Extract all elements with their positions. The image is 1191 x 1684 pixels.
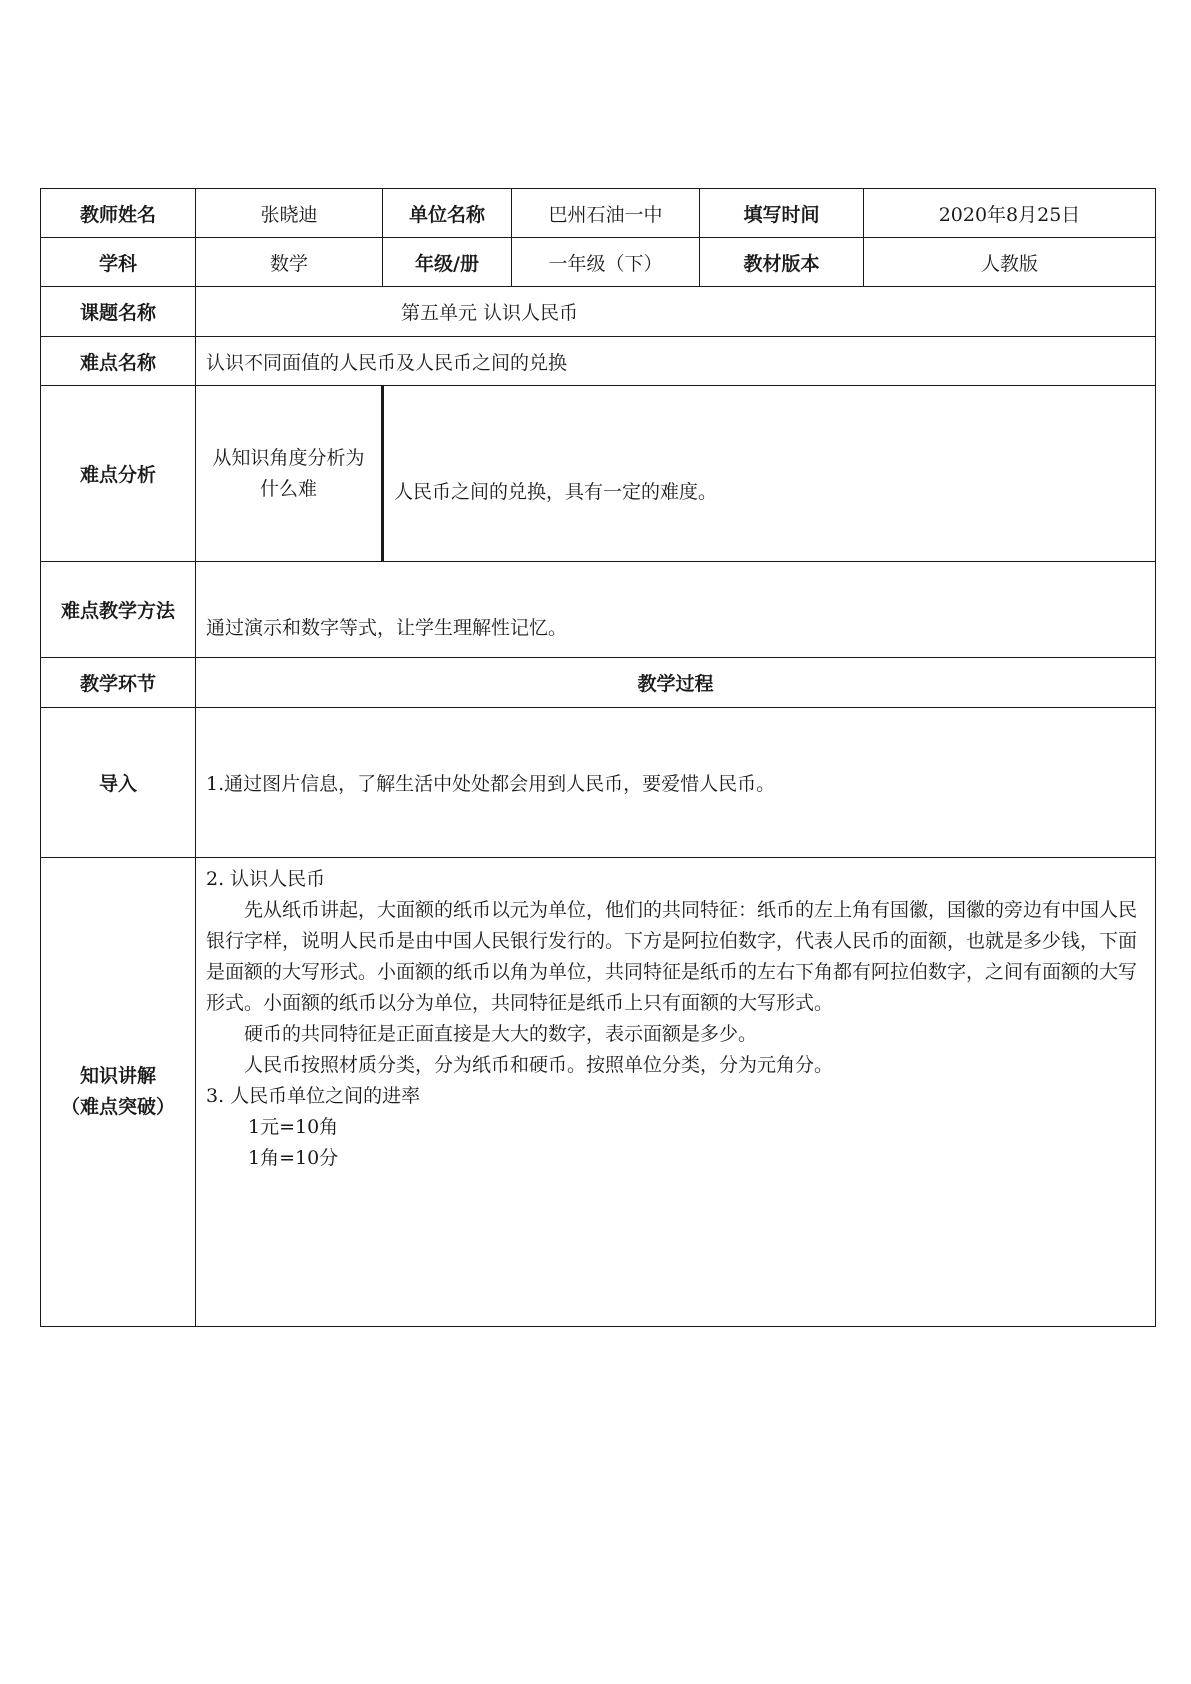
analysis-sub-label: 从知识角度分析为什么难: [196, 386, 383, 562]
row-teacher: [41, 189, 1156, 238]
topic-label: 课题名称: [41, 287, 196, 337]
row-method: [41, 562, 1156, 658]
row-difficulty: [41, 337, 1156, 386]
teacher-value: 张晓迪: [196, 189, 383, 238]
edition-label: 教材版本: [700, 238, 864, 287]
unit-label: 单位名称: [383, 189, 512, 238]
knowledge-paragraph-2: 硬币的共同特征是正面直接是大大的数字，表示面额是多少。: [244, 1023, 758, 1045]
intro-text: 1.通过图片信息，了解生活中处处都会用到人民币，要爱惜人民币。: [196, 708, 1156, 858]
grade-value: 一年级（下）: [512, 238, 700, 287]
knowledge-paragraph-3: 人民币按照材质分类，分为纸币和硬币。按照单位分类，分为元角分。: [244, 1054, 834, 1076]
knowledge-paragraph-1: 先从纸币讲起，大面额的纸币以元为单位，他们的共同特征：纸币的左上角有国徽，国徽的旁边有中国人民银行字样，说明人民币是由中国人民银行发行的。下方是阿拉伯数字，代表人民币的面额，也就是多少钱，下面是面额的大写形式。小面额的纸币以角为单位，共同特征是纸币的左右下角都有阿拉伯数字，之间有面额的大写形式。小面额的纸币以分为单位，共同特征是纸币上只有面额的大写形式。: [206, 899, 1138, 1014]
knowledge-label-line2: （难点突破）: [60, 1096, 175, 1118]
subject-value: 数学: [196, 238, 383, 287]
unit-value: 巴州石油一中: [512, 189, 700, 238]
row-subject: [41, 238, 1156, 287]
difficulty-label: 难点名称: [41, 337, 196, 386]
method-label: 难点教学方法: [41, 562, 196, 658]
knowledge-label: [41, 858, 196, 1327]
teacher-label: 教师姓名: [41, 189, 196, 238]
intro-label: 导入: [41, 708, 196, 858]
knowledge-label-line1: 知识讲解: [79, 1065, 156, 1087]
date-label: 填写时间: [700, 189, 864, 238]
difficulty-value: 认识不同面值的人民币及人民币之间的兑换: [196, 337, 1156, 386]
method-value: 通过演示和数字等式，让学生理解性记忆。: [196, 562, 1156, 658]
row-intro: [41, 708, 1156, 858]
process-header: 教学过程: [196, 658, 1156, 708]
row-process-header: [41, 658, 1156, 708]
grade-label: 年级/册: [383, 238, 512, 287]
row-analysis: [41, 386, 1156, 562]
subject-label: 学科: [41, 238, 196, 287]
row-knowledge: [41, 858, 1156, 1327]
knowledge-content: [196, 858, 1156, 1327]
equation-jiao-fen: 1角=10分: [248, 1147, 339, 1169]
knowledge-heading-1: 2. 认识人民币: [206, 868, 326, 890]
edition-value: 人教版: [864, 238, 1156, 287]
lesson-plan-table: [40, 188, 1156, 1327]
stage-header: 教学环节: [41, 658, 196, 708]
topic-value: 第五单元 认识人民币: [196, 287, 1156, 337]
knowledge-heading-2: 3. 人民币单位之间的进率: [206, 1085, 421, 1107]
analysis-value: 人民币之间的兑换，具有一定的难度。: [383, 386, 1156, 562]
analysis-label: 难点分析: [41, 386, 196, 562]
date-value: 2020年8月25日: [864, 189, 1156, 238]
row-topic: [41, 287, 1156, 337]
equation-yuan-jiao: 1元=10角: [248, 1116, 339, 1138]
